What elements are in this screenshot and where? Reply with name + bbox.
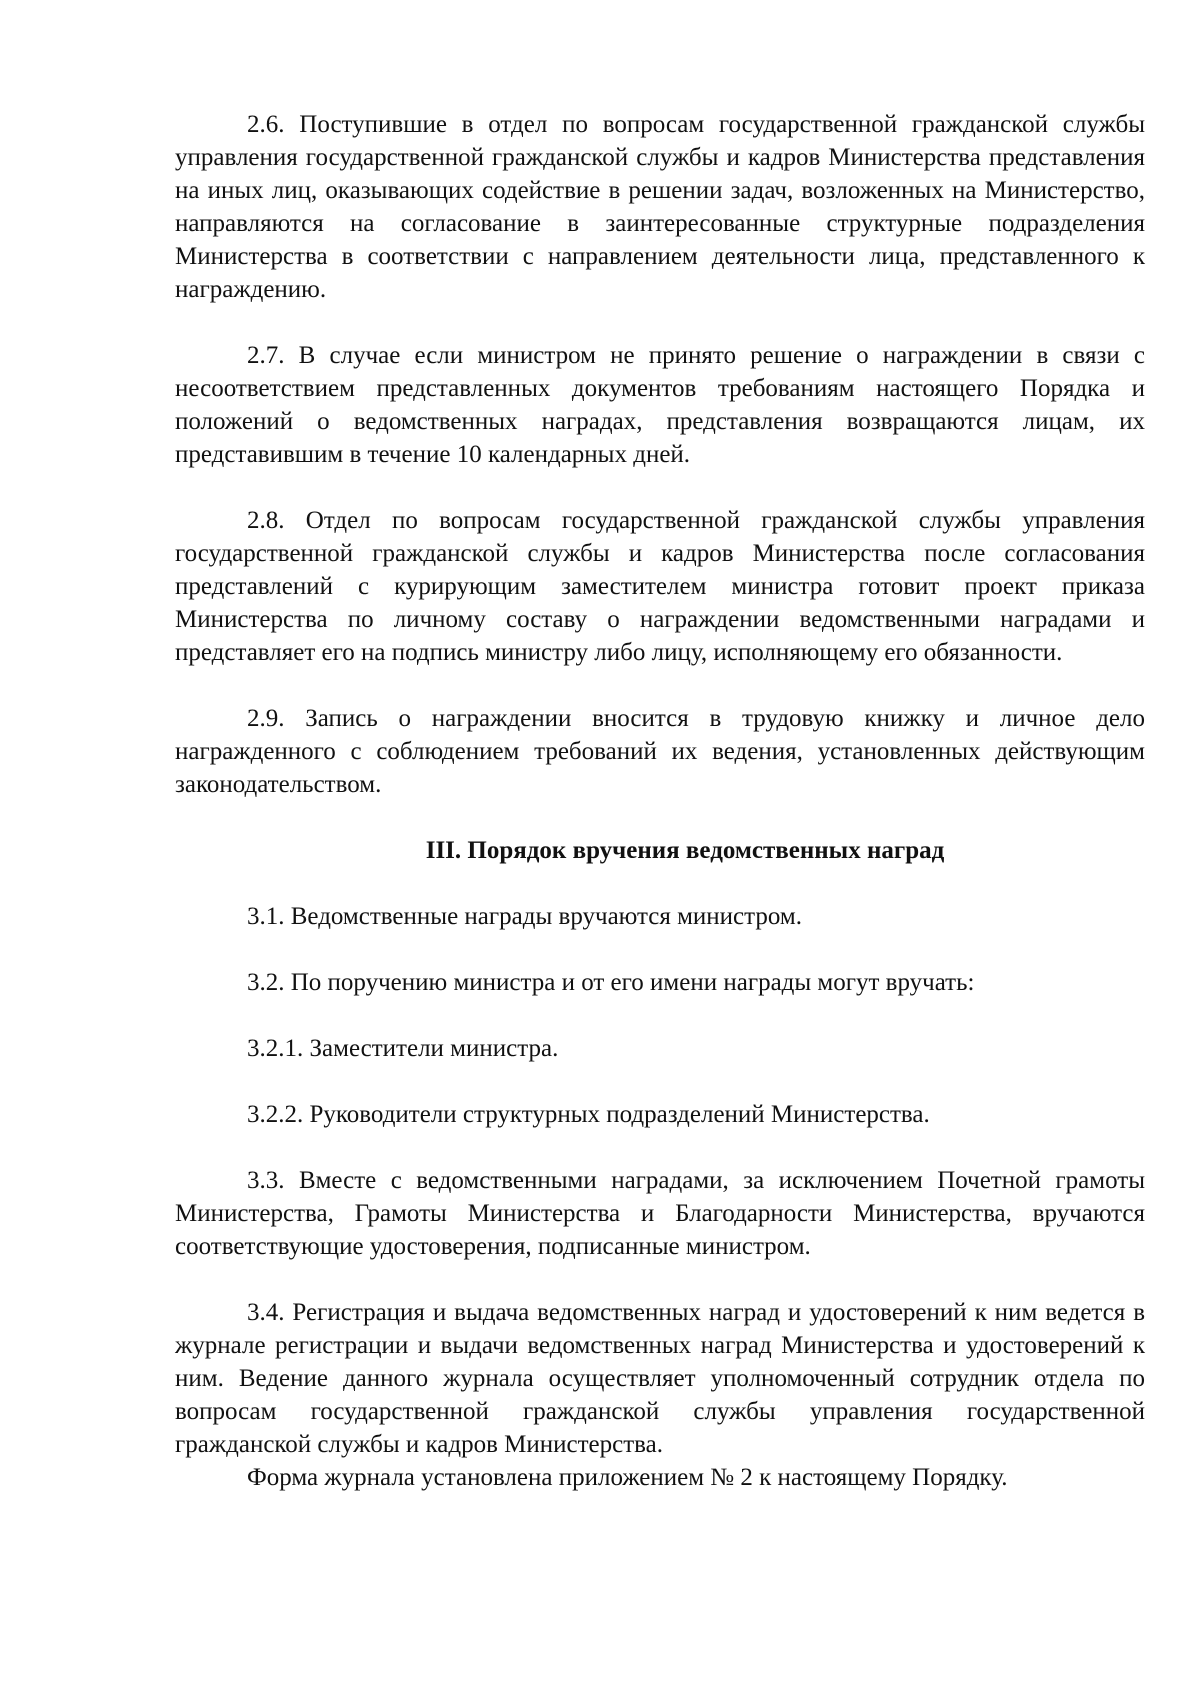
paragraph-3-2-2: 3.2.2. Руководители структурных подразделений Министерства.	[247, 1101, 930, 1128]
document-page	[175, 108, 1145, 1494]
paragraph-3-4: 3.4. Регистрация и выдача ведомственных наград и удостоверений к ним ведется в журнале регистрации и выдачи ведомственных наград Министерства и удостоверений к ним. Ведение данного журнала осуществляет уполномоченный сотрудник отдела по вопросам государственной гражданской службы управления государственной гражданской службы и кадров Министерства.	[175, 1299, 1145, 1458]
paragraph-2-6: 2.6. Поступившие в отдел по вопросам государственной гражданской службы управления государственной гражданской службы и кадров Министерства представления на иных лиц, оказывающих содействие в решении задач, возложенных на Министерство, направляются на согласование в заинтересованные структурные подразделения Министерства в соответствии с направлением деятельности лица, представленного к награждению.	[175, 111, 1145, 303]
paragraph-2-7: 2.7. В случае если министром не принято решение о награждении в связи с несоответствием представленных документов требованиям настоящего Порядка и положений о ведомственных наградах, представления возвращаются лицам, их представившим в течение 10 календарных дней.	[175, 342, 1145, 468]
paragraph-3-3: 3.3. Вместе с ведомственными наградами, за исключением Почетной грамоты Министерства, Грамоты Министерства и Благодарности Министерства, вручаются соответствующие удостоверения, подписанные министром.	[175, 1167, 1145, 1260]
paragraph-3-2: 3.2. По поручению министра и от его имени награды могут вручать:	[247, 969, 975, 996]
section-heading: III. Порядок вручения ведомственных наград	[425, 837, 945, 864]
paragraph-3-1: 3.1. Ведомственные награды вручаются министром.	[247, 903, 802, 930]
paragraph-2-8: 2.8. Отдел по вопросам государственной гражданской службы управления государственной гражданской службы и кадров Министерства после согласования представлений с курирующим заместителем министра готовит проект приказа Министерства по личному составу о награждении ведомственными наградами и представляет его на подпись министру либо лицу, исполняющему его обязанности.	[175, 507, 1145, 666]
paragraph-2-9: 2.9. Запись о награждении вносится в трудовую книжку и личное дело награжденного с соблюдением требований их ведения, установленных действующим законодательством.	[175, 705, 1145, 798]
paragraph-3-2-1: 3.2.1. Заместители министра.	[247, 1035, 559, 1062]
paragraph-journal-form: Форма журнала установлена приложением № 2 к настоящему Порядку.	[247, 1464, 1008, 1491]
